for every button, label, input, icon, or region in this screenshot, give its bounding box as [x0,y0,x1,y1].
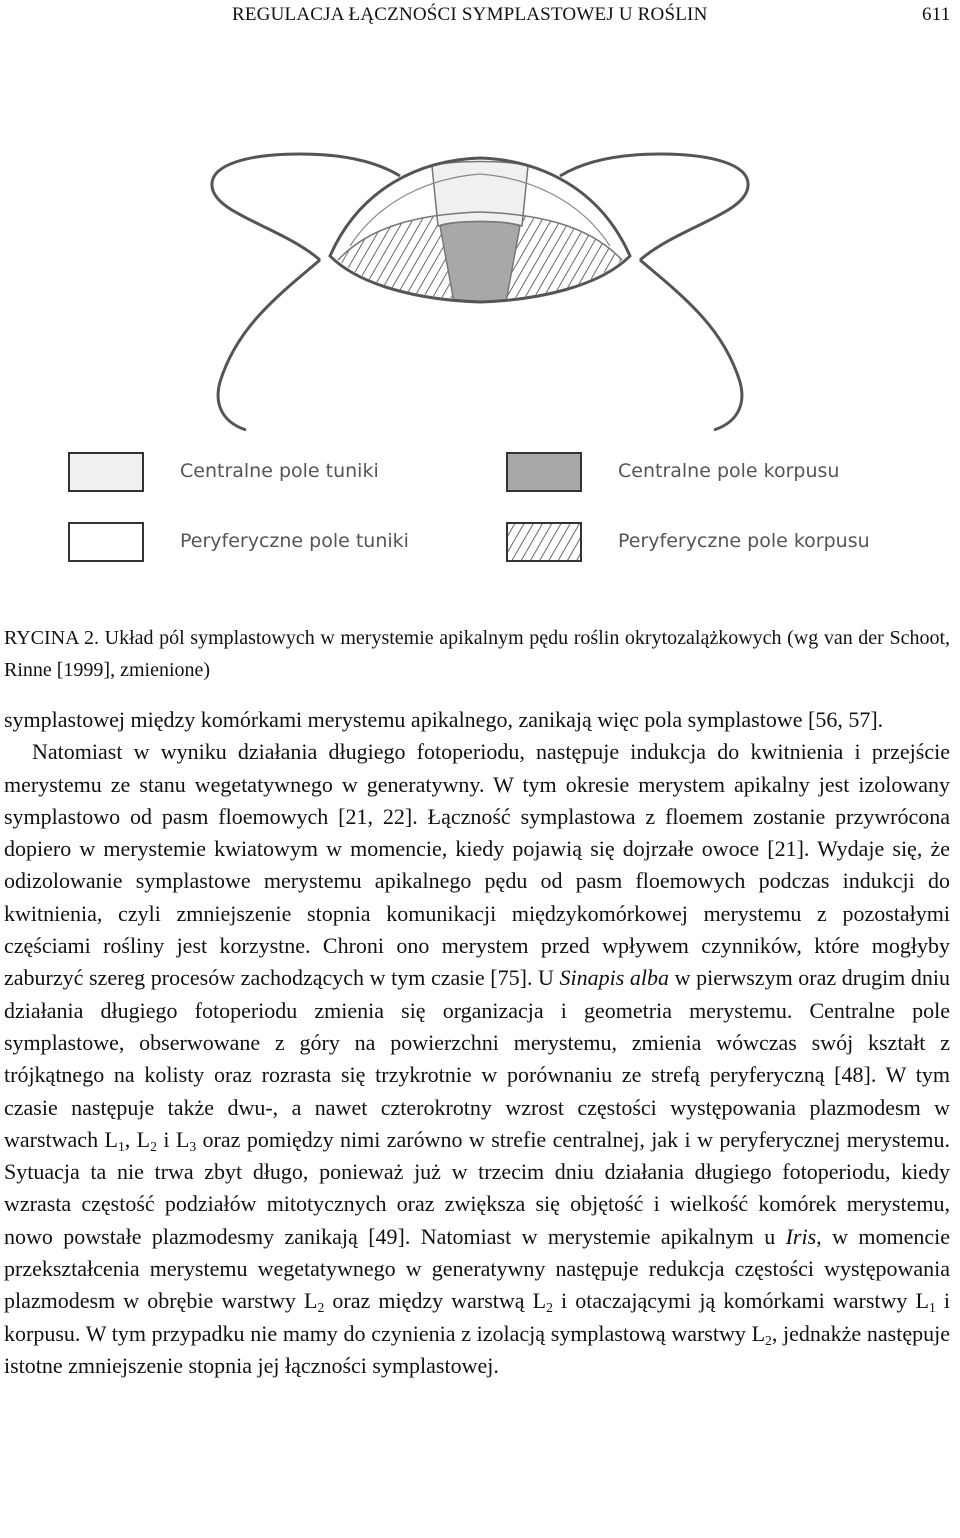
paragraph-2 [4,736,950,1382]
text-run: , L [124,1126,151,1152]
text-run: oraz między warstwą L [324,1288,547,1314]
legend-swatch-central-corpus [506,452,582,492]
shoot-outline-right [640,260,742,430]
legend-swatch-peripheral-tunica [68,522,144,562]
legend-swatch-peripheral-corpus [506,522,582,562]
subscript: 1 [117,1138,125,1154]
page-number: 611 [922,4,951,25]
legend-peripheral-corpus [506,522,926,564]
legend-label-central-tunica: Centralne pole tuniki [180,460,379,482]
genus-name: Iris [785,1223,817,1249]
shoot-outline-left [218,260,320,430]
central-tunica-zone [432,162,528,227]
text-run: oraz pomiędzy nimi zarówno w strefie centralnej, jak i w peryferycznej merystemu. Sytuacja ta nie trwa zbyt długo, ponieważ już w trzecim dniu działania długiego fotoperiodu, kiedy wzrasta częstość podziałów mitotycznych oraz zwiększa się objętość i wielkość komórek merystemu, nowo powstałe plazmodesmy zanikają [49]. Natomiast w merystemie apikalnym u [4,1126,950,1249]
legend-label-peripheral-corpus: Peryferyczne pole korpusu [618,530,870,552]
subscript: 2 [765,1332,772,1348]
running-head [0,4,960,30]
subscript: 2 [546,1300,553,1316]
figure-caption: RYCINA 2. Układ pól symplastowych w merystemie apikalnym pędu roślin okrytozalążkowych (wg van der Schoot, Rinne [1999], zmienione) [4,627,950,681]
meristem-diagram [0,150,960,580]
legend-swatch-central-tunica [68,452,144,492]
paragraph-1: symplastowej między komórkami merystemu apikalnego, zanikają więc pola symplastowe [56, 57]. [4,707,884,732]
legend-central-corpus [506,452,926,494]
legend-label-central-corpus: Centralne pole korpusu [618,460,840,482]
figure-meristem-diagram [0,150,960,580]
running-title: REGULACJA ŁĄCZNOŚCI SYMPLASTOWEJ U ROŚLIN [232,4,708,25]
text-run: i korpusu. W tym przypadku nie mamy do czynienia z izolacją symplastową warstwy L [4,1288,951,1346]
text-run: Natomiast w wyniku działania długiego fotoperiodu, następuje indukcja do kwitnienia i przejście merystemu ze stanu wegetatywnego w generatywny. W tym okresie merystem apikalny jest izolowany symplastowo od pasm floemowych [21, 22]. Łączność symplastowa z floemem zostanie przywrócona dopiero w merystemie kwiatowym w momencie, kiedy pojawią się dojrzałe owoce [21]. Wydaje się, że odizolowanie symplastowe merystemu apikalnego pędu od pasm floemowych podczas indukcji do kwitnienia, czyli zmniejszenie stopnia komunikacji międzykomórkowej merystemu z pozostałymi częściami rośliny jest korzystne. Chroni ono merystem przed wpływem czynników, które mogłyby zaburzyć szereg procesów zachodzących w tym czasie [75]. U [4,739,950,991]
text-run: i otaczającymi ją komórkami warstwy L [552,1288,929,1314]
body-text [4,704,950,1382]
subscript: 1 [928,1300,936,1316]
subscript: 2 [317,1300,325,1316]
subscript: 2 [150,1138,157,1154]
central-corpus-zone [440,222,520,303]
subscript: 3 [189,1138,197,1154]
text-run: , w momencie przekształcenia merystemu wegetatywnego w generatywny następuje redukcja częstości występowania plazmodesm w obrębie warstwy L [4,1223,950,1314]
legend-peripheral-tunica [68,522,448,564]
text-run: w pierwszym oraz drugim dniu działania długiego fotoperiodu zmienia się organizacja i geometria merystemu. Centralne pole symplastowe, obserwowane z góry na powierzchni merystemu, zmienia wówczas swój kształt z trójkątnego na kolisty oraz rozrasta się trzykrotnie w porównaniu ze strefą peryferyczną [48]. W tym czasie następuje także dwu-, a nawet czterokrotny wzrost częstości występowania plazmodesm w warstwach L [4,965,951,1152]
text-run: , jednakże następuje istotne zmniejszenie stopnia jej łączności symplastowej. [4,1320,950,1378]
legend-label-peripheral-tunica: Peryferyczne pole tuniki [180,530,409,552]
legend-central-tunica [68,452,448,494]
text-run: i L [156,1126,190,1152]
species-name: Sinapis alba [559,965,670,991]
